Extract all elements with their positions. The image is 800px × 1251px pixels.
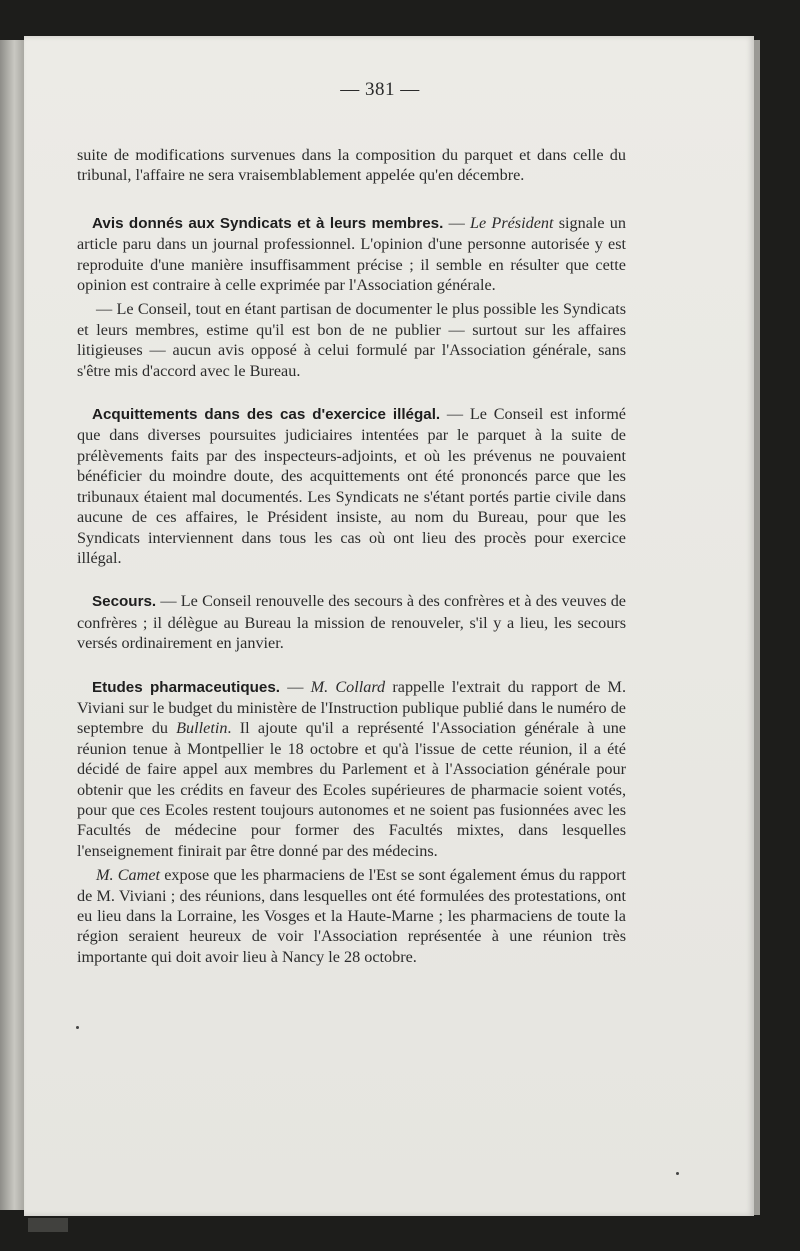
paragraph-text: signale un article paru dans un journal professionnel. L'opinion d'une personne autorisée y est reproduite d'une manière insuffisamment précise ; il semble en résulter que cette opinion est contraire à celle exprimée par l'Association générale. [77, 213, 626, 295]
section-etudes [77, 677, 626, 862]
paragraph-text: rappelle l'extrait du rapport de M. Viviani sur le budget du ministère de l'Instruction publique publié dans le numéro de septembre du [77, 677, 626, 738]
section-heading: Secours. [92, 593, 157, 611]
paragraph-camet [77, 865, 626, 967]
paragraph-text: expose que les pharmaciens de l'Est se sont également émus du rapport de M. Viviani ; des réunions, dans lesquelles ont été formulées des protestations, ont eu lieu dans la Lorraine, les Vosges et la Haute-Marne ; les pharmaciens de toute la région seraient heureux de voir l'Association représentée à une réunion très importante qui doit avoir lieu à Nancy le 28 octobre. [77, 866, 626, 966]
heading-dash: — [443, 213, 470, 232]
heading-dash: — [156, 592, 181, 611]
speaker-name: M. Collard [310, 677, 386, 696]
paragraph-conseil [77, 299, 626, 381]
section-avis [77, 213, 626, 296]
page-text [77, 145, 626, 967]
ink-speck [676, 1172, 679, 1175]
page-fore-edge [754, 40, 760, 1215]
paragraph-text: suite de modifications survenues dans la composition du parquet et dans celle du tribunal, l'affaire ne sera vraisemblablement appelée qu'en décembre. [77, 146, 626, 185]
publication-title: Bulletin [176, 719, 228, 738]
speaker-name: Le Président [470, 213, 554, 232]
section-heading: Etudes pharmaceutiques. [92, 678, 280, 696]
paragraph-continuation [77, 145, 626, 186]
paragraph-text: Le Conseil renouvelle des secours à des confrères et à des veuves de confrères ; il délègue au Bureau la mission de renouveler, s'il y a lieu, les secours versés ordinairement en janvier. [77, 592, 626, 653]
heading-dash: — [280, 677, 311, 696]
page-number: — 381 — [340, 79, 420, 100]
speaker-name: M. Camet [96, 866, 160, 885]
paragraph-text: . Il ajoute qu'il a représenté l'Association générale à une réunion tenue à Montpellier le 18 octobre et qu'à l'issue de cette réunion, il a été décidé de faire appel aux membres du Parlement et à l'Association générale pour obtenir que les crédits en faveur des Ecoles supérieures de pharmacie soient votés, pour que ces Ecoles restent toujours autonomes et ne soient pas fusionnées avec les Facultés de médecine pour former des Facultés mixtes, dans lesquelles l'enseignement finirait par être donné par des médecins. [77, 719, 626, 860]
section-heading: Acquittements dans des cas d'exercice illégal. [92, 406, 441, 424]
paragraph-text: Le Conseil est informé que dans diverses poursuites judiciaires intentées par le parquet à la suite de prélèvements faits par des inspecteurs-adjoints, et où les prévenus ne pouvaient bénéficier du moindre doute, des acquittements ont été prononcés parce que les tribunaux étaient mal documentés. Les Syndicats ne s'étant portés partie civile dans aucune de ces affaires, le Président insiste, au nom du Bureau, pour que les Syndicats interviennent dans tous les cas où ont lieu des procès pour exercice illégal. [77, 405, 626, 567]
section-secours [77, 591, 626, 653]
heading-dash: — [440, 405, 470, 424]
section-heading: Avis donnés aux Syndicats et à leurs membres. [92, 214, 444, 232]
page-body [24, 0, 754, 1251]
section-acquittements [77, 404, 626, 568]
paragraph-text: — Le Conseil, tout en étant partisan de documenter le plus possible les Syndicats et leurs membres, estime qu'il est bon de ne publier — surtout sur les affaires litigieuses — aucun avis opposé à celui formulé par l'Association générale, sans s'être mis d'accord avec le Bureau. [77, 300, 626, 380]
ink-speck [76, 1026, 79, 1029]
facing-page-edge [0, 40, 24, 1210]
